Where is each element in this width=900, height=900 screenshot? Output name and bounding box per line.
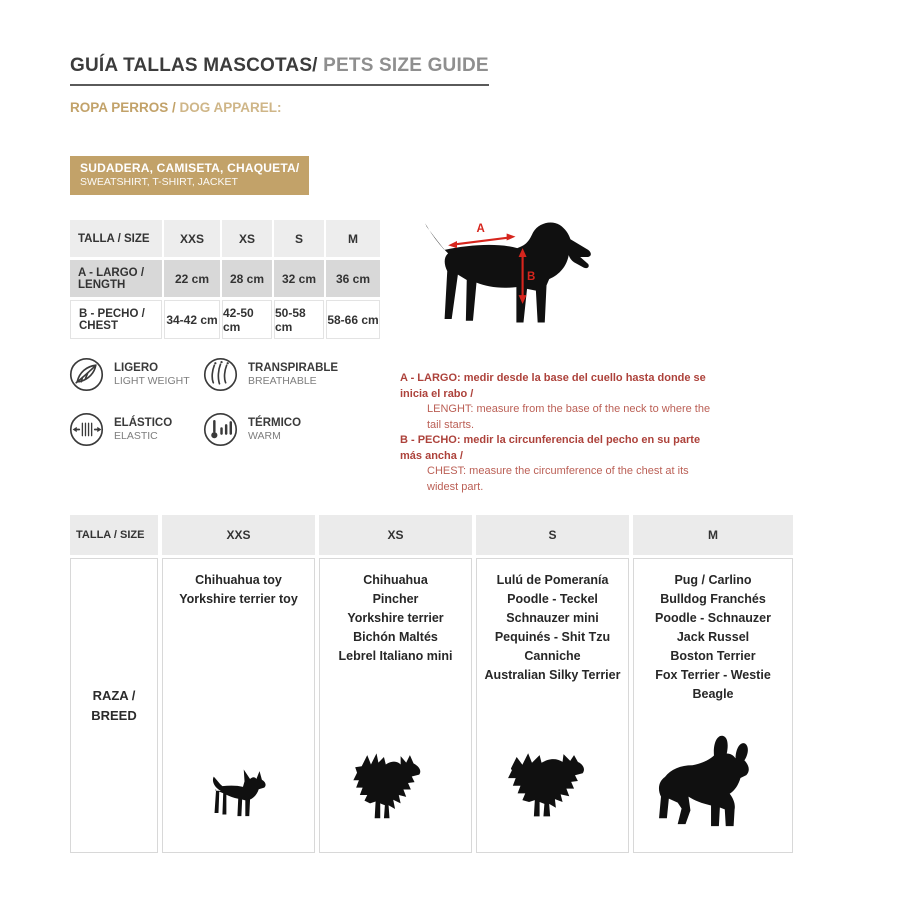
note-b-en: CHEST: measure the circumference of the chest at its widest part. [427,465,689,493]
size-table-row-length [70,260,374,297]
note-a-label: A - LARGO: [400,372,461,384]
size-table-row-chest [70,300,379,339]
feature-label-es: TRANSPIRABLE [248,361,339,374]
feature-label-en: BREATHABLE [248,374,317,387]
page-title-en: PETS SIZE GUIDE [317,55,489,76]
feather-icon [68,356,105,393]
french-bulldog-silhouette [649,728,777,832]
note-b-label: B - PECHO: [400,434,461,446]
header-cell: XS [222,220,272,257]
category-line-es: SUDADERA, CAMISETA, CHAQUETA/ [80,161,300,175]
breed-cell-xxs [162,558,315,853]
note-a-en: LENGHT: measure from the base of the neck to where the tail starts. [427,403,711,431]
note-b-es: B - PECHO: medir la circunferencia del pecho en su parte más ancha / [400,434,701,462]
pomeranian-silhouette [495,736,611,824]
header-cell: TALLA / SIZE [70,220,162,257]
length-value: 28 cm [222,260,272,297]
breed-list: Pug / Carlino Bulldog Franchés Poodle - Schnauzer Jack Russel Boston Terrier Fox Terrier - Westie Beagle [655,573,771,701]
breed-list: Chihuahua Pincher Yorkshire terrier Bichón Maltés Lebrel Italiano mini [338,573,453,663]
header-cell: S [274,220,324,257]
feature-label-en: ELASTIC [114,429,158,442]
thermal-icon [202,411,239,448]
label-b: B [527,271,536,283]
chihuahua-silhouette [202,764,276,824]
measuring-notes [400,371,720,495]
chest-value: 34-42 cm [164,300,220,339]
feature-label-es: ELÁSTICO [114,416,173,429]
feature-label-es: LIGERO [114,361,159,374]
size-table-header [70,220,374,257]
label-a: A [476,223,485,236]
subtitle-es: ROPA PERROS / [70,100,180,115]
header-cell-xs: XS [319,515,472,555]
header-cell-s: S [476,515,629,555]
section-subtitle [70,100,282,115]
feature-warm [202,411,372,448]
chest-value: 42-50 cm [222,300,272,339]
category-line-en: SWEATSHIRT, T-SHIRT, JACKET [80,176,238,188]
breathable-icon [202,356,239,393]
breed-cell-m [633,558,793,853]
long-haired-chihuahua-silhouette [345,742,447,824]
arrow-a [448,223,515,248]
breed-list: Chihuahua toy Yorkshire terrier toy [179,573,298,606]
length-value: 36 cm [326,260,380,297]
row-label: A - LARGO / LENGTH [70,260,162,297]
breed-cell-xs [319,558,472,853]
feature-label-en: LIGHT WEIGHT [114,374,190,387]
header-cell-xxs: XXS [162,515,315,555]
feature-breathable [202,356,372,393]
row-label: B - PECHO / CHEST [70,300,162,339]
breed-list: Lulú de Pomeranía Poodle - Teckel Schnauzer mini Pequinés - Shit Tzu Canniche Australian Silky Terrier [484,573,621,682]
header-cell: TALLA / SIZE [70,515,158,555]
garment-category-box [70,156,309,195]
breed-table-header [70,515,793,555]
header-cell: XXS [164,220,220,257]
header-cell-m: M [633,515,793,555]
breed-table-body [70,558,793,853]
measure-dog-silhouette [418,214,613,346]
chest-value: 50-58 cm [274,300,324,339]
length-value: 22 cm [164,260,220,297]
length-value: 32 cm [274,260,324,297]
feature-elastic [68,411,200,448]
breed-table [70,515,793,853]
feature-label-en: WARM [248,429,281,442]
feature-lightweight [68,356,200,393]
elastic-icon [68,411,105,448]
chest-value: 58-66 cm [326,300,380,339]
feature-label-es: TÉRMICO [248,416,302,429]
header-cell: M [326,220,380,257]
subtitle-en: DOG APPAREL: [179,100,282,115]
page-title-es: GUÍA TALLAS MASCOTAS/ [70,55,318,76]
feature-list [68,356,372,448]
measurement-diagram [418,214,613,346]
size-table [70,220,379,342]
page-title [70,55,489,86]
note-a-es: A - LARGO: medir desde la base del cuello hasta donde se inicia el rabo / [400,372,706,400]
breed-cell-s [476,558,629,853]
breed-row-label: RAZA / BREED [70,558,158,853]
